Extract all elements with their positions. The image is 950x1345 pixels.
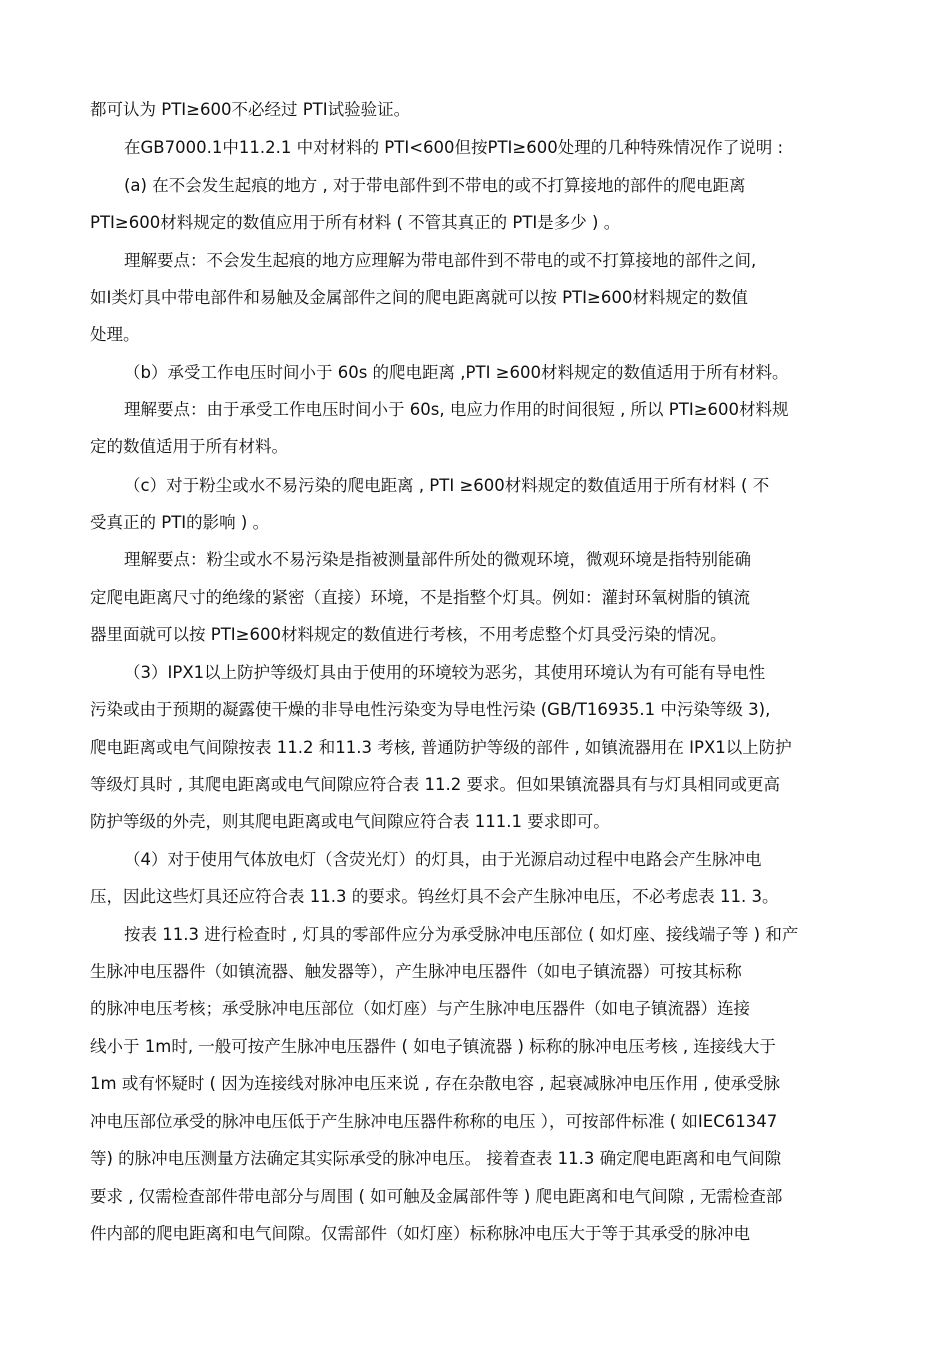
text-line: 件内部的爬电距离和电气间隙。仅需部件（如灯座）标称脉冲电压大于等于其承受的脉冲电: [90, 1224, 750, 1243]
text-line: 等级灯具时 , 其爬电距离或电气间隙应符合表 11.2 要求。但如果镇流器具有与灯具相同或更高: [90, 775, 780, 794]
text-line: 1m 或有怀疑时 ( 因为连接线对脉冲电压来说 , 存在杂散电容 , 起衰减脉冲电压作用 , 使承受脉: [90, 1074, 780, 1093]
text-line: 理解要点：由于承受工作电压时间小于 60s, 电应力作用的时间很短 , 所以 PTI≥600材料规: [124, 400, 789, 419]
text-line: 定爬电距离尺寸的绝缘的紧密（直接）环境，不是指整个灯具。例如：灌封环氧树脂的镇流: [90, 588, 750, 607]
text-line: （c）对于粉尘或水不易污染的爬电距离 , PTI ≥600材料规定的数值适用于所有材料 ( 不: [124, 476, 770, 495]
text-line: 处理。: [90, 325, 140, 344]
text-line: 按表 11.3 进行检查时 , 灯具的零部件应分为承受脉冲电压部位 ( 如灯座、接线端子等 ) 和产: [124, 925, 799, 944]
text-line: 器里面就可以按 PTI≥600材料规定的数值进行考核，不用考虑整个灯具受污染的情况。: [90, 625, 727, 644]
text-line: (a) 在不会发生起痕的地方 , 对于带电部件到不带电的或不打算接地的部件的爬电距离: [124, 176, 746, 195]
text-line: 冲电压部位承受的脉冲电压低于产生脉冲电压器件称称的电压 ），可按部件标准 ( 如IEC61347: [90, 1112, 778, 1131]
text-line: 等) 的脉冲电压测量方法确定其实际承受的脉冲电压。 接着查表 11.3 确定爬电距离和电气间隙: [90, 1149, 782, 1168]
text-line: （b）承受工作电压时间小于 60s 的爬电距离 ,PTI ≥600材料规定的数值适用于所有材料。: [124, 363, 789, 382]
text-line: 污染或由于预期的凝露使干燥的非导电性污染变为导电性污染 (GB/T16935.1 中污染等级 3),: [90, 700, 771, 719]
text-line: 理解要点：粉尘或水不易污染是指被测量部件所处的微观环境，微观环境是指特别能确: [124, 550, 751, 569]
text-line: 定的数值适用于所有材料。: [90, 437, 288, 456]
text-line: 如Ⅰ类灯具中带电部件和易触及金属部件之间的爬电距离就可以按 PTI≥600材料规定的数值: [90, 288, 748, 307]
text-line: 要求 , 仅需检查部件带电部分与周围 ( 如可触及金属部件等 ) 爬电距离和电气间隙 , 无需检查部: [90, 1187, 783, 1206]
text-line: 理解要点：不会发生起痕的地方应理解为带电部件到不带电的或不打算接地的部件之间,: [124, 251, 757, 270]
text-line: （4）对于使用气体放电灯（含荧光灯）的灯具，由于光源启动过程中电路会产生脉冲电: [124, 850, 762, 869]
text-line: （3）IPX1以上防护等级灯具由于使用的环境较为恶劣，其使用环境认为有可能有导电性: [124, 663, 766, 682]
text-line: 爬电距离或电气间隙按表 11.2 和11.3 考核, 普通防护等级的部件 , 如镇流器用在 IPX1以上防护: [90, 738, 792, 757]
text-line: 线小于 1m时, 一般可按产生脉冲电压器件 ( 如电子镇流器 ) 标称的脉冲电压考核 , 连接线大于: [90, 1037, 776, 1056]
text-line: 受真正的 PTI的影响 ) 。: [90, 513, 270, 532]
text-line: 的脉冲电压考核；承受脉冲电压部位（如灯座）与产生脉冲电压器件（如电子镇流器）连接: [90, 999, 750, 1018]
text-line: PTI≥600材料规定的数值应用于所有材料 ( 不管其真正的 PTI是多少 ) 。: [90, 213, 621, 232]
text-line: 防护等级的外壳，则其爬电距离或电气间隙应符合表 111.1 要求即可。: [90, 812, 610, 831]
text-line: 在GB7000.1中11.2.1 中对材料的 PTI<600但按PTI≥600处理的几种特殊情况作了说明 :: [124, 138, 784, 157]
text-line: 生脉冲电压器件（如镇流器、触发器等），产生脉冲电压器件（如电子镇流器）可按其标称: [90, 962, 742, 981]
text-line: 压，因此这些灯具还应符合表 11.3 的要求。钨丝灯具不会产生脉冲电压，不必考虑表 11. 3。: [90, 887, 779, 906]
text-line: 都可认为 PTI≥600不必经过 PTI试验验证。: [90, 100, 411, 119]
